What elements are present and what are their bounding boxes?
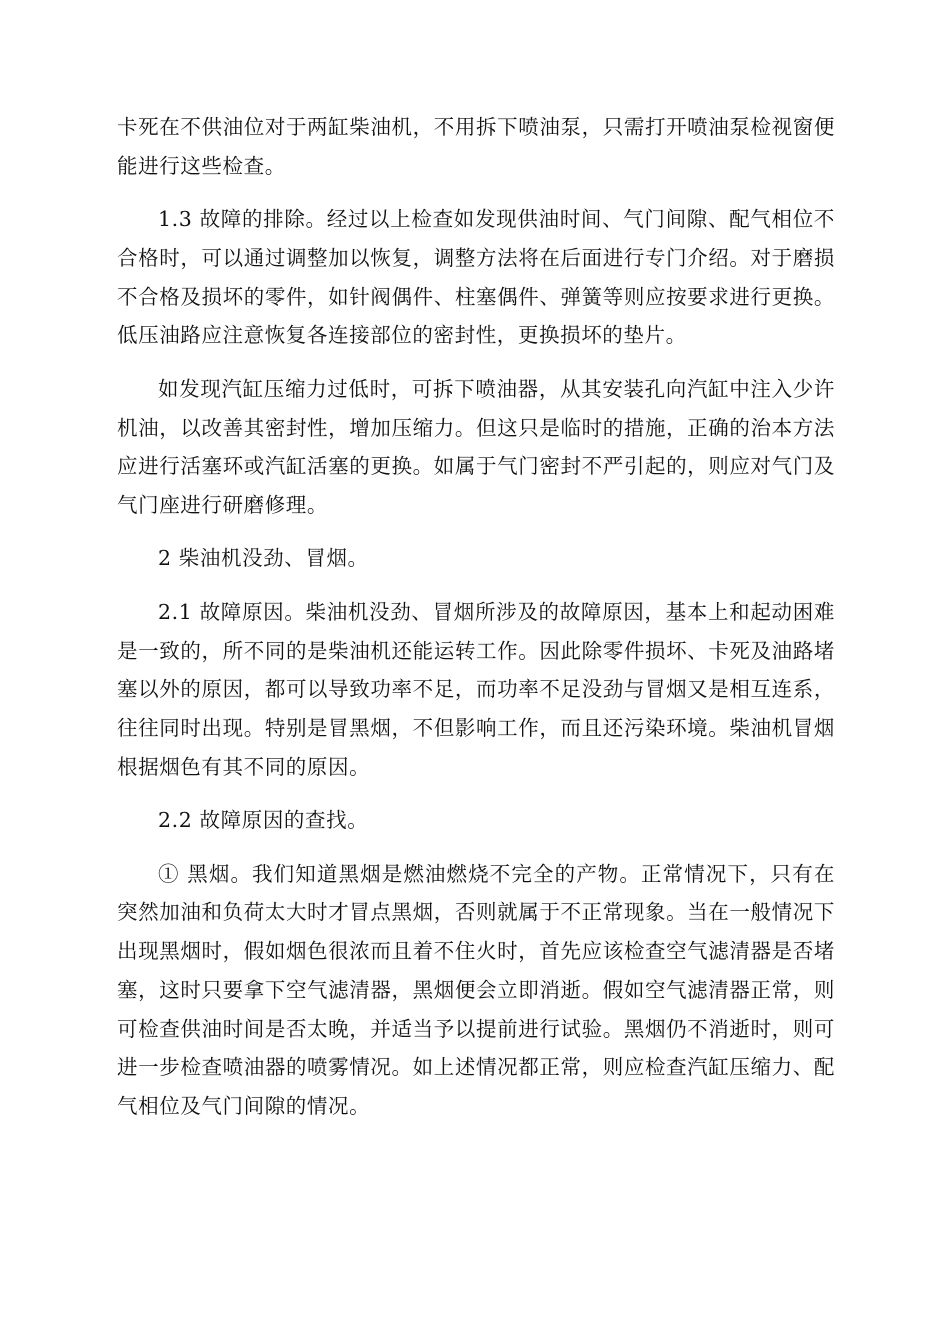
paragraph-continuation: 卡死在不供油位对于两缸柴油机，不用拆下喷油泵，只需打开喷油泵检视窗便能进行这些检查。 (117, 115, 835, 178)
paragraph-1-3-fault-elimination: 1.3 故障的排除。经过以上检查如发现供油时间、气门间隙、配气相位不合格时，可以通过调整加以恢复，调整方法将在后面进行专门介绍。对于磨损不合格及损坏的零件，如针阀偶件、柱塞偶件、弹簧等则应按要求进行更换。低压油路应注意恢复各连接部位的密封性，更换损坏的垫片。 (117, 207, 835, 348)
section-heading-2: 2 柴油机没劲、冒烟。 (158, 546, 369, 571)
paragraph-2-1-fault-causes: 2.1 故障原因。柴油机没劲、冒烟所涉及的故障原因，基本上和起动困难是一致的，所不同的是柴油机还能运转工作。因此除零件损坏、卡死及油路堵塞以外的原因，都可以导致功率不足，而功率不足没劲与冒烟又是相互连系，往往同时出现。特别是冒黑烟，不但影响工作，而且还污染环境。柴油机冒烟根据烟色有其不同的原因。 (117, 599, 835, 779)
section-heading-2-2: 2.2 故障原因的查找。 (158, 808, 369, 833)
document-body (117, 108, 835, 1140)
paragraph-black-smoke: ① 黑烟。我们知道黑烟是燃油燃烧不完全的产物。正常情况下，只有在突然加油和负荷太大时才冒点黑烟，否则就属于不正常现象。当在一般情况下出现黑烟时，假如烟色很浓而且着不住火时，首先应该检查空气滤清器是否堵塞，这时只要拿下空气滤清器，黑烟便会立即消逝。假如空气滤清器正常，则可检查供油时间是否太晚，并适当予以提前进行试验。黑烟仍不消逝时，则可进一步检查喷油器的喷雾情况。如上述情况都正常，则应检查汽缸压缩力、配气相位及气门间隙的情况。 (117, 861, 835, 1118)
paragraph-low-compression: 如发现汽缸压缩力过低时，可拆下喷油器，从其安装孔向汽缸中注入少许机油，以改善其密封性，增加压缩力。但这只是临时的措施，正确的治本方法应进行活塞环或汽缸活塞的更换。如属于气门密封不严引起的，则应对气门及气门座进行研磨修理。 (117, 376, 835, 517)
